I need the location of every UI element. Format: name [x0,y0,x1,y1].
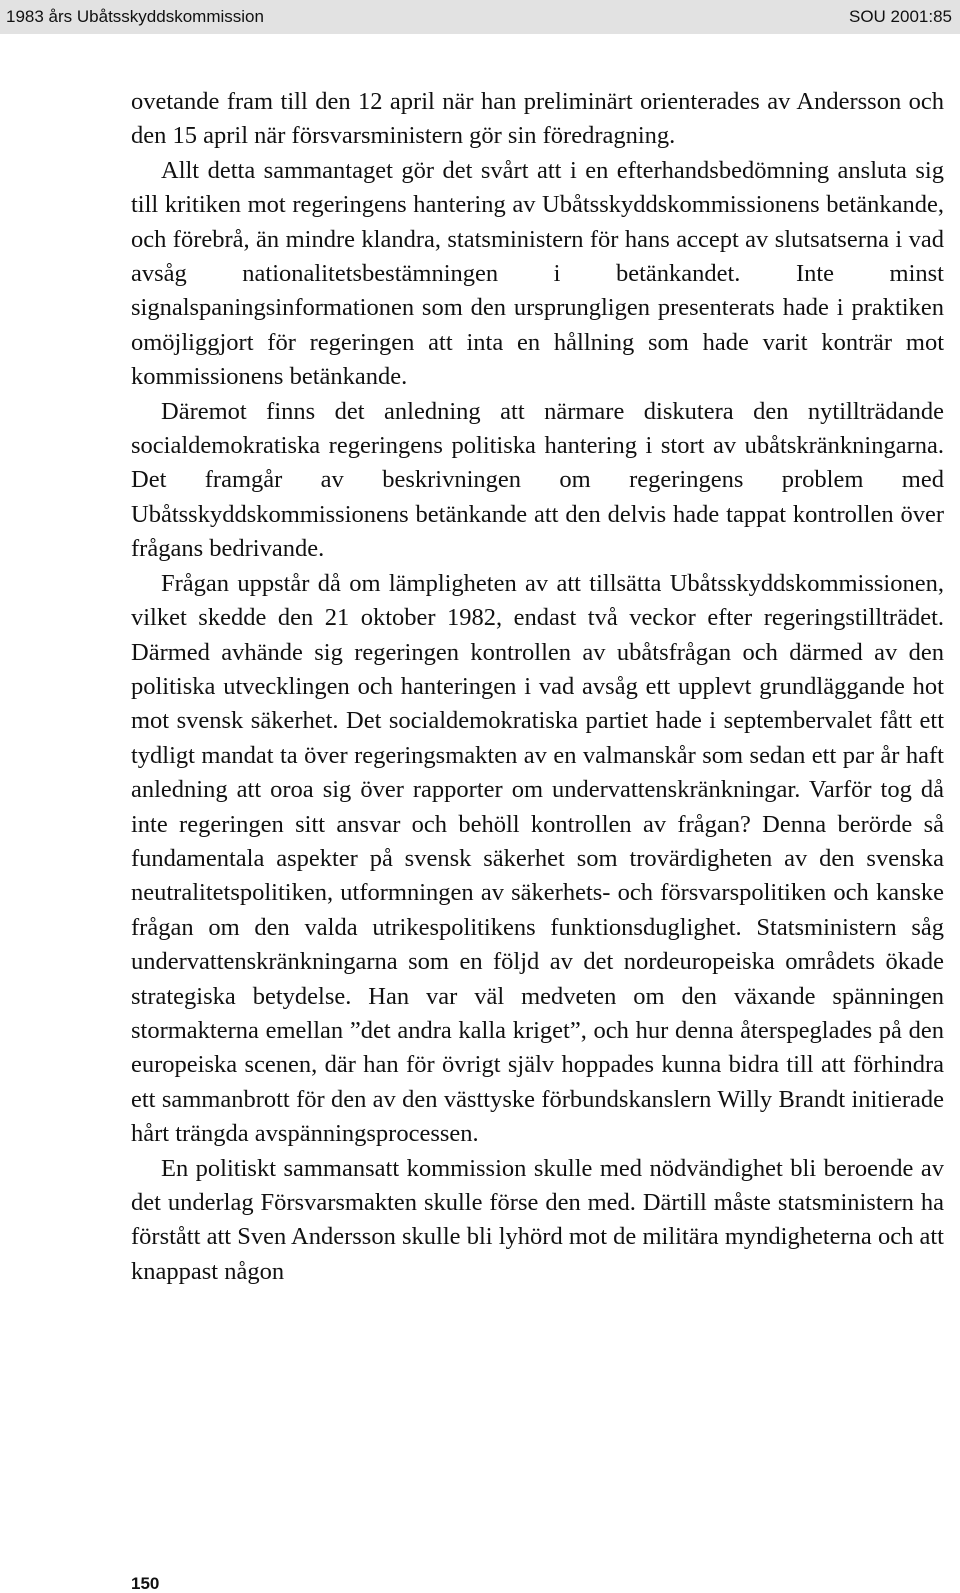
paragraph: Frågan uppstår då om lämpligheten av att tillsätta Ubåtsskyddskommissionen, vilket skedde den 21 oktober 1982, endast två veckor efter regeringstillträdet. Därmed avhände sig regeringen kontrollen av ubåtsfrågan och därmed av den politiska utvecklingen och hanteringen i vad avsåg ett upplevt grundläggande hot mot svensk säkerhet. Det socialdemokratiska partiet hade i septembervalet fått ett tydligt mandat ta över regeringsmakten av en valmanskår som sedan ett par år haft anledning att oroa sig över rapporter om undervattenskränkningar. Varför tog då inte regeringen sitt ansvar och behöll kontrollen av frågan? Denna berörde så fundamentala aspekter på svensk säkerhet som trovärdigheten av den svenska neutralitetspolitiken, utformningen av säkerhets- och försvarspolitiken och kanske frågan om den valda utrikespolitikens funktionsduglighet. Statsministern såg undervattenskränkningarna som en följd av det nordeuropeiska områdets ökade strategiska betydelse. Han var väl medveten om den växande spänningen stormakterna emellan ”det andra kalla kriget”, och hur denna återspeglades på den europeiska scenen, där han för övrigt själv hoppades kunna bidra till att förhindra ett sammanbrott för den av den västtyske förbundskanslern Willy Brandt initierade hårt trängda avspänningsprocessen. [131,569,944,1148]
paragraph-continued: ovetande fram till den 12 april när han preliminärt orienterades av Andersson och den 15 april när försvarsministern gör sin föredragning. [131,88,944,150]
page-number: 150 [131,1574,160,1593]
paragraph: Däremot finns det anledning att närmare diskutera den nytillträdande socialdemokratiska regeringens politiska hantering i stort av ubåtskränkningarna. Det framgår av beskrivningen om regeringens problem med Ubåtsskyddskommissionens betänkande att den delvis hade tappat kontrollen över frågans bedrivande. [131,397,944,563]
header-publication-title: 1983 års Ubåtsskyddskommission [6,7,264,26]
paragraph: En politiskt sammansatt kommission skulle med nödvändighet bli beroende av det underlag Försvarsmakten skulle förse den med. Därtill måste statsministern ha förstått att Sven Andersson skulle bli lyhörd mot de militära myndigheterna och att knappast någon [131,1154,944,1285]
header-report-number: SOU 2001:85 [848,7,952,26]
body-text [131,85,944,1289]
running-header [0,0,960,34]
paragraph: Allt detta sammantaget gör det svårt att i en efterhandsbedömning ansluta sig till kritiken mot regeringens hantering av Ubåtsskyddskommissionens betänkande, och förebrå, än mindre klandra, statsministern för hans accept av slutsatserna i vad avsåg nationalitetsbestämningen i betänkandet. Inte minst signalspaningsinformationen som den ursprungligen presenterats hade i praktiken omöjliggjort för regeringen att inta en hållning som hade varit konträr mot kommissionens betänkande. [131,156,944,391]
